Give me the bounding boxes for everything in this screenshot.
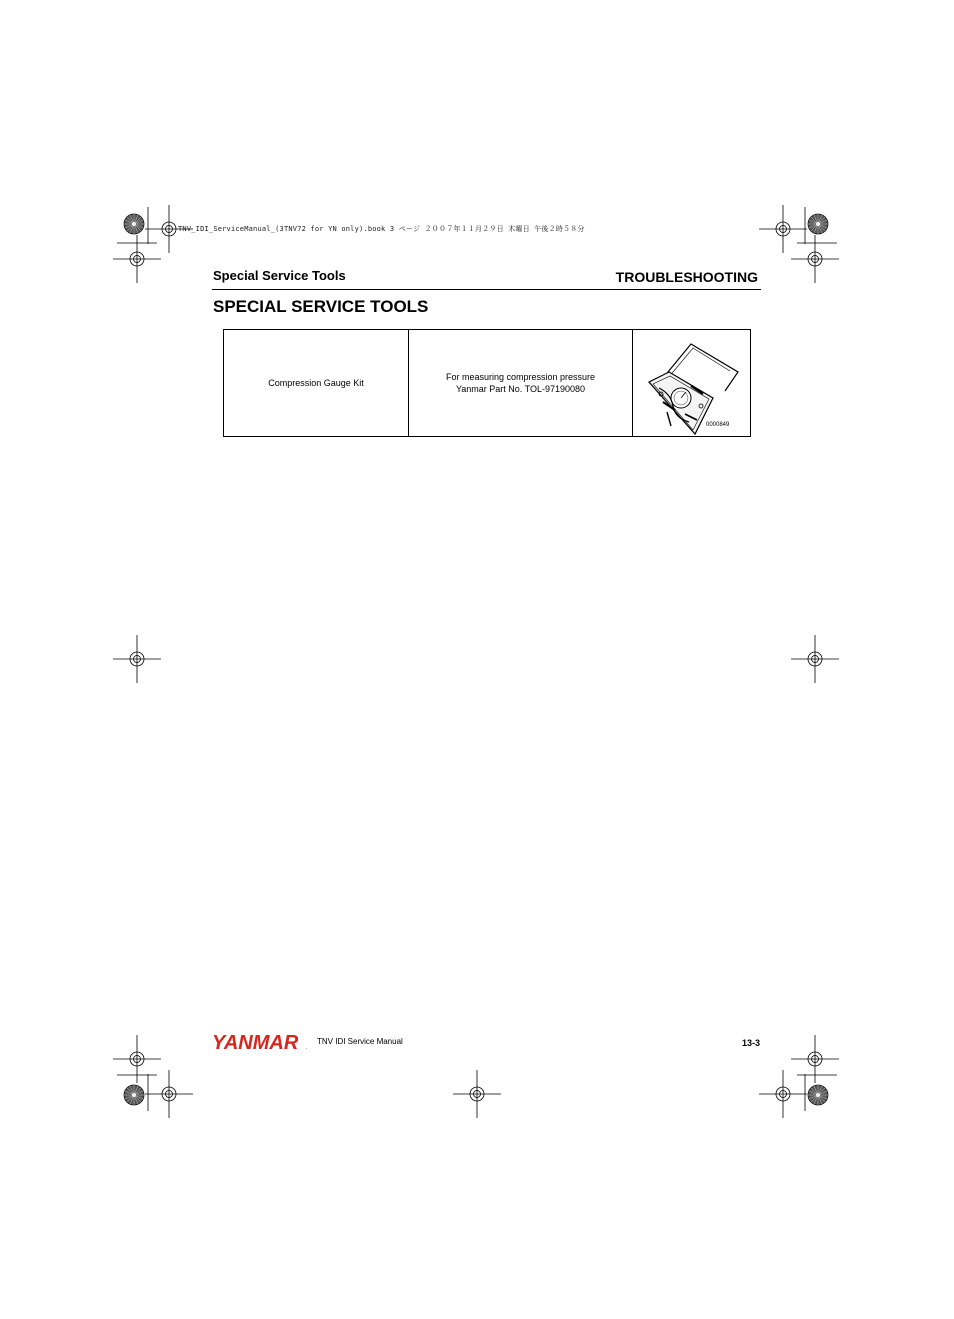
- tool-name: Compression Gauge Kit: [268, 378, 364, 388]
- special-tools-table: [223, 329, 751, 437]
- registration-disc-icon: [124, 214, 144, 234]
- header-rule: [212, 289, 761, 290]
- page-title: SPECIAL SERVICE TOOLS: [213, 297, 429, 316]
- yanmar-logo-text: YANMAR: [212, 1032, 299, 1053]
- tool-name-cell: [224, 330, 409, 437]
- figure-code: 0000849: [706, 422, 730, 428]
- tool-purpose: For measuring compression pressure: [445, 372, 596, 382]
- registration-disc-icon: [808, 214, 828, 234]
- registration-target-icon: [759, 205, 807, 253]
- registration-target-icon: [145, 1070, 193, 1118]
- manual-title: TNV IDI Service Manual: [317, 1037, 403, 1046]
- yanmar-logo: [212, 1031, 312, 1053]
- registration-disc-icon: [124, 1085, 144, 1105]
- registration-target-icon: [791, 635, 839, 683]
- registration-disc-icon: [808, 1085, 828, 1105]
- registration-target-icon: [113, 235, 161, 283]
- print-info-slug: TNV_IDI_ServiceManual_(3TNV72 for YN only).book 3 ページ ２００７年１１月２９日 木曜日 午後２時５８分: [178, 225, 585, 233]
- tool-image-cell: [633, 330, 751, 437]
- registration-target-icon: [791, 235, 839, 283]
- registration-target-icon: [791, 1035, 839, 1083]
- tool-part-number: Yanmar Part No. TOL-97190080: [455, 384, 586, 394]
- registration-target-icon: [759, 1070, 807, 1118]
- table-row: [224, 330, 751, 437]
- section-title: Special Service Tools: [213, 268, 346, 283]
- registration-target-icon: [113, 635, 161, 683]
- registration-target-icon: [113, 1035, 161, 1083]
- page-number: 13-3: [741, 1038, 760, 1048]
- tool-description-cell: [409, 330, 633, 437]
- chapter-title: TROUBLESHOOTING: [615, 269, 758, 285]
- svg-text:.: .: [306, 1045, 308, 1051]
- registration-target-icon: [453, 1070, 501, 1118]
